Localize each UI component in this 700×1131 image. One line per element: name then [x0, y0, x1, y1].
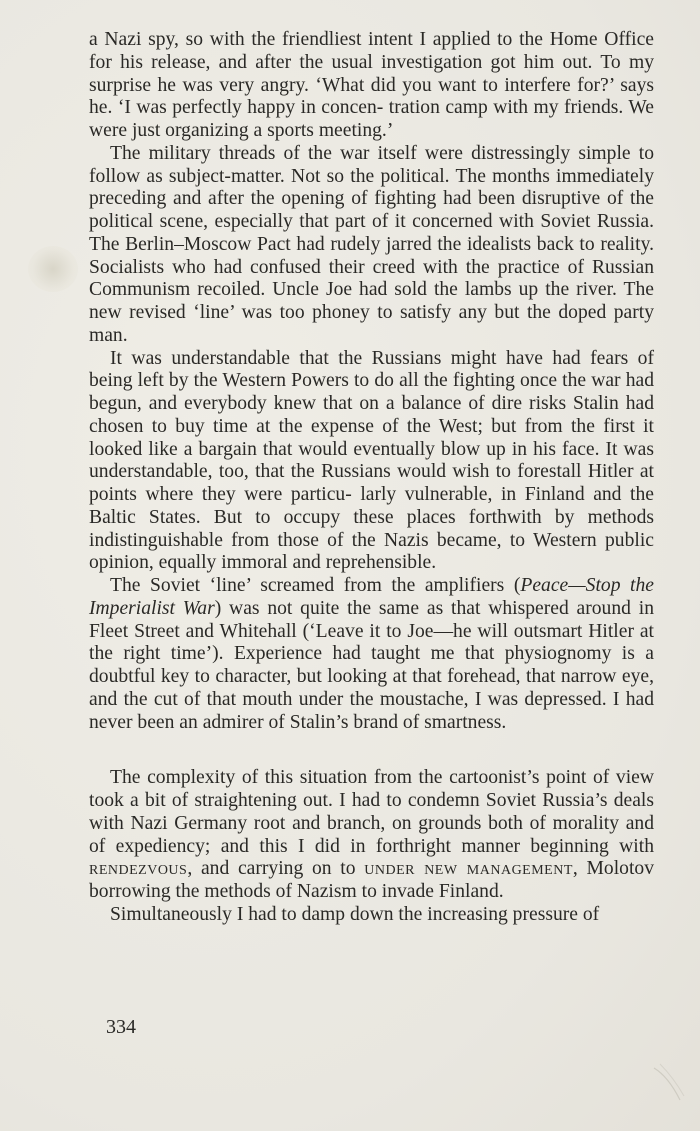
paragraph-4-before: The Soviet ‘line’ screamed from the amplifiers ( [110, 575, 521, 596]
paragraph-1: a Nazi spy, so with the friendliest intent I applied to the Home Office for his release, and after the usual investigation got him out. To my surprise he was very angry. ‘What did you want to interfere for?’ says he. ‘I was perfectly happy in concen- tration camp with my friends. We were just organizing a sports meeting.’ [89, 29, 654, 141]
paragraph-4 [89, 575, 654, 734]
paragraph-4-italic: Peace—Stop the Imperialist War [89, 575, 654, 619]
paragraph-5-before: The complexity of this situation from the cartoonist’s point of view took a bit of straightening out. I had to condemn Soviet Russia’s deals with Nazi Germany root and branch, on grounds both of morality and of expediency; and this I did in forthright manner beginning with [89, 767, 654, 857]
paragraph-5-middle: , and carrying on to [187, 858, 365, 880]
paper-stain [28, 246, 78, 292]
paragraph-6: Simultaneously I had to damp down the increasing pressure of [110, 903, 600, 925]
paragraph-2: The military threads of the war itself were distressingly simple to follow as subject-matter. Not so the political. The months immediately preceding and after the opening of fighting had been disruptive of the political scene, especially that part of it concerned with Soviet Russia. The Berlin–Moscow Pact had rudely jarred the idealists back to reality. Socialists who had confused their creed with the practice of Russian Communism recoiled. Uncle Joe had sold the lambs up the river. The new revised ‘line’ was too phoney to satisfy any but the doped party man. [89, 142, 654, 346]
paragraph-5-after: , Molotov borrowing the methods of Nazism to invade Finland. [89, 858, 655, 902]
paragraph-5 [89, 767, 654, 904]
cartoon-title-rendezvous: rendezvous [89, 858, 188, 880]
page-number: 334 [106, 1016, 136, 1038]
paragraph-4-after: ) was not quite the same as that whispered around in Fleet Street and Whitehall (‘Leave it to Joe—he will outsmart Hitler at the right time’). Experience had taught me that physiognomy is a doubtful key to character, but looking at that forehead, that narrow eye, and the cut of that mouth under the moustache, I was depressed. I had never been an admirer of Stalin’s brand of smartness. [89, 597, 654, 733]
paragraph-3: It was understandable that the Russians might have had fears of being left by the Western Powers to do all the fighting once the war had begun, and everybody knew that on a balance of dire risks Stalin had chosen to buy time at the expense of the West; but from the first it looked like a bargain that would eventually blow up in his face. It was understandable, too, that the Russians would wish to forestall Hitler at points where they were particu- larly vulnerable, in Finland and the Baltic States. But to occupy these places forthwith by methods indistinguishable from those of the Nazis became, to Western public opinion, equally immoral and reprehensible. [89, 347, 654, 574]
page-corner-mark [650, 1060, 690, 1110]
body-text [89, 29, 654, 927]
cartoon-title-under-new-management: under new management [364, 858, 573, 880]
